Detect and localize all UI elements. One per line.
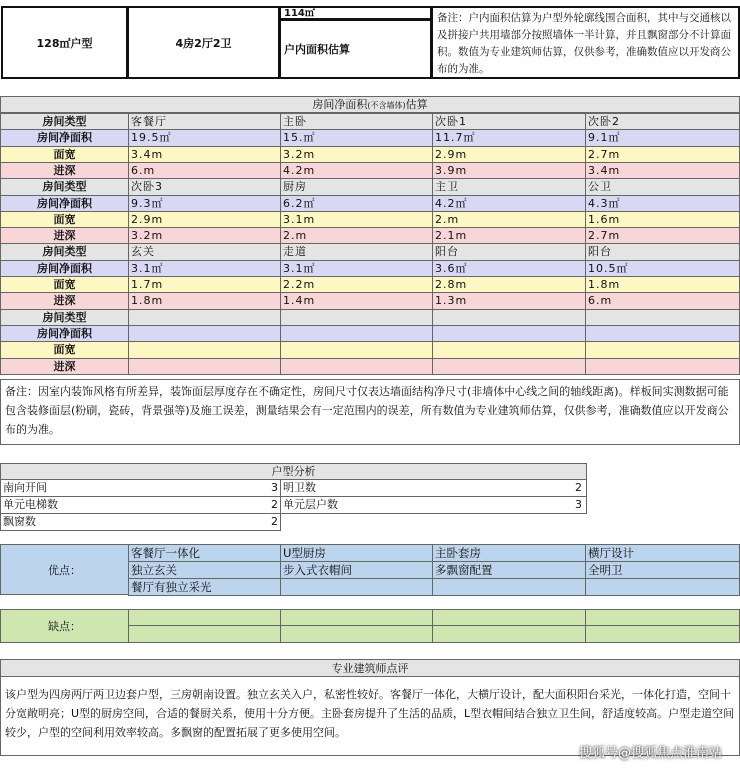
row-label-area: 房间净面积 [0, 129, 129, 147]
room-width-cell: 2.9m [128, 211, 281, 228]
room-depth-cell: 4.2m [280, 162, 433, 179]
room-width-cell [432, 341, 586, 359]
pro-item: 餐厅有独立采光 [128, 578, 281, 596]
analysis-title-text: 户型分析 [271, 465, 316, 478]
indoor-area-label [279, 19, 432, 79]
room-type-cell: 阳台 [432, 243, 586, 261]
con-item [280, 625, 433, 643]
header-note-text: 备注：户内面积估算为户型外轮廓线围合面积，其中与交通核以及拼接户共用墙部分按照墙体一半计算，并且飘窗部分不计算面积。数值为专业建筑师估算，仅供参考，准确数值应以开发商公布的为准。 [437, 12, 731, 75]
row-label-width: 面宽 [0, 276, 129, 293]
rooms-title-main: 房间净面积 [312, 98, 368, 111]
room-area-cell: 19.5㎡ [128, 129, 281, 147]
room-depth-cell: 3.4m [585, 162, 740, 179]
con-item [128, 625, 281, 643]
layout-text: 4房2厅2卫 [175, 36, 232, 50]
room-depth-cell: 6.m [585, 292, 740, 310]
con-item [432, 625, 586, 643]
rooms-title-small: (不含墙体) [367, 101, 406, 110]
row-label-type: 房间类型 [0, 309, 129, 326]
room-type-cell: 走道 [280, 243, 433, 261]
header-note [431, 6, 740, 79]
room-type-cell: 次卧3 [128, 178, 281, 196]
room-area-cell: 4.3㎡ [585, 195, 740, 212]
room-area-cell [128, 325, 281, 342]
room-area-cell: 6.2㎡ [280, 195, 433, 212]
room-depth-cell [432, 358, 586, 375]
row-label-depth: 进深 [0, 162, 129, 179]
room-width-cell: 2.9m [432, 146, 586, 163]
room-area-cell: 3.1㎡ [280, 260, 433, 277]
con-item [585, 625, 740, 643]
room-type-cell: 主卫 [432, 178, 586, 196]
room-area-cell: 9.3㎡ [128, 195, 281, 212]
room-area-cell: 15.㎡ [280, 129, 433, 147]
room-depth-cell: 1.3m [432, 292, 586, 310]
room-area-cell [280, 325, 433, 342]
analysis-left-value: 2 [271, 515, 278, 528]
room-area-cell: 3.1㎡ [128, 260, 281, 277]
rooms-note [0, 379, 740, 445]
room-width-cell: 2.8m [432, 276, 586, 293]
room-area-cell: 10.5㎡ [585, 260, 740, 277]
analysis-left-label: 单元电梯数 [0, 496, 281, 514]
room-area-cell: 11.7㎡ [432, 129, 586, 147]
room-width-cell: 3.2m [280, 146, 433, 163]
pro-item: 横厅设计 [585, 544, 740, 562]
room-depth-cell: 3.9m [432, 162, 586, 179]
analysis-right-value: 2 [575, 481, 582, 494]
room-depth-cell: 2.7m [585, 227, 740, 244]
room-type-cell: 次卧1 [432, 113, 586, 130]
review-text: 该户型为四房两厅两卫边套户型，三房朝南设置。独立玄关入户，私密性较好。客餐厅一体化，大横厅设计，配大面积阳台采光，一体化打造，空间十分宽敞明亮；U型的厨房空间，合适的餐厨关系，使用十分方便。主卧套房提升了生活的品质，L型衣帽间结合独立卫生间，舒适度较高。户型走道空间较少，户型的空间利用效率较高。多飘窗的配置拓展了更多使用空间。 [5, 688, 735, 739]
room-type-cell: 阳台 [585, 243, 740, 261]
row-label-width: 面宽 [0, 341, 129, 359]
rooms-title [0, 96, 740, 113]
room-type-cell [128, 309, 281, 326]
row-label-type: 房间类型 [0, 243, 129, 261]
room-type-cell: 公卫 [585, 178, 740, 196]
pro-item [585, 578, 740, 596]
analysis-left-label: 南向开间 [0, 479, 281, 497]
pro-item: 多飘窗配置 [432, 561, 586, 579]
rooms-note-text: 备注：因室内装饰风格有所差异，装饰面层厚度存在不确定性，房间尺寸仅表达墙面结构净尺寸(非墙体中心线之间的轴线距离)。样板间实测数据可能包含装修面层(粉刷，瓷砖，背景强等)及施工误差，测量结果会有一定范围内的误差，所有数值为专业建筑师估算，仅供参考，准确数值应以开发商公布的为准。 [5, 385, 729, 436]
analysis-title [0, 463, 587, 480]
watermark: 搜狐号@搜狐焦点淮南站 [578, 746, 722, 761]
room-area-cell [585, 325, 740, 342]
row-label-depth: 进深 [0, 358, 129, 375]
pro-item: 全明卫 [585, 561, 740, 579]
room-width-cell: 3.1m [280, 211, 433, 228]
room-width-cell [280, 341, 433, 359]
room-width-cell: 2.m [432, 211, 586, 228]
room-type-cell [585, 309, 740, 326]
room-width-cell [128, 341, 281, 359]
review-title [0, 659, 740, 677]
room-depth-cell: 2.m [280, 227, 433, 244]
room-type-cell: 主卧 [280, 113, 433, 130]
room-depth-cell [280, 358, 433, 375]
room-type-cell [432, 309, 586, 326]
pro-item: 独立玄关 [128, 561, 281, 579]
row-label-depth: 进深 [0, 292, 129, 310]
area-cell [1, 6, 128, 79]
row-label-width: 面宽 [0, 211, 129, 228]
room-area-cell: 9.1㎡ [585, 129, 740, 147]
room-width-cell: 2.7m [585, 146, 740, 163]
row-label-depth: 进深 [0, 227, 129, 244]
room-area-cell: 4.2㎡ [432, 195, 586, 212]
room-width-cell: 1.8m [585, 276, 740, 293]
room-depth-cell: 2.1m [432, 227, 586, 244]
area-text: 128㎡户型 [36, 36, 93, 50]
pro-item [280, 578, 433, 596]
analysis-left-value: 3 [271, 481, 278, 494]
analysis-left-label: 飘窗数 [0, 513, 281, 531]
room-depth-cell: 6.m [128, 162, 281, 179]
room-depth-cell: 3.2m [128, 227, 281, 244]
layout-cell [127, 6, 280, 79]
room-width-cell [585, 341, 740, 359]
room-depth-cell [585, 358, 740, 375]
pro-item: 步入式衣帽间 [280, 561, 433, 579]
analysis-right-value: 3 [575, 498, 582, 511]
row-label-area: 房间净面积 [0, 260, 129, 277]
analysis-left-value: 2 [271, 498, 278, 511]
pro-item [432, 578, 586, 596]
indoor-area-value-text: 114㎡ [284, 8, 315, 19]
pro-item: 客餐厅一体化 [128, 544, 281, 562]
room-width-cell: 1.6m [585, 211, 740, 228]
rooms-title-tail: 估算 [405, 98, 428, 111]
room-depth-cell: 1.4m [280, 292, 433, 310]
cons-label: 缺点： [0, 609, 129, 643]
pros-label: 优点： [0, 544, 129, 595]
row-label-type: 房间类型 [0, 178, 129, 196]
pro-item: 主卧套房 [432, 544, 586, 562]
room-type-cell [280, 309, 433, 326]
room-area-cell [432, 325, 586, 342]
room-type-cell: 厨房 [280, 178, 433, 196]
room-type-cell: 次卧2 [585, 113, 740, 130]
room-area-cell: 3.6㎡ [432, 260, 586, 277]
room-width-cell: 1.7m [128, 276, 281, 293]
pro-item: U型厨房 [280, 544, 433, 562]
row-label-type: 房间类型 [0, 113, 129, 130]
analysis-right-label: 单元层户数 [280, 496, 587, 514]
review-title-text: 专业建筑师点评 [331, 662, 409, 675]
indoor-area-label-text: 户内面积估算 [284, 43, 350, 56]
room-width-cell: 3.4m [128, 146, 281, 163]
room-width-cell: 2.2m [280, 276, 433, 293]
room-depth-cell [128, 358, 281, 375]
row-label-area: 房间净面积 [0, 325, 129, 342]
row-label-area: 房间净面积 [0, 195, 129, 212]
analysis-right-label: 明卫数 [280, 479, 587, 497]
room-type-cell: 客餐厅 [128, 113, 281, 130]
room-depth-cell: 1.8m [128, 292, 281, 310]
indoor-area-value [279, 6, 432, 20]
room-type-cell: 玄关 [128, 243, 281, 261]
row-label-width: 面宽 [0, 146, 129, 163]
